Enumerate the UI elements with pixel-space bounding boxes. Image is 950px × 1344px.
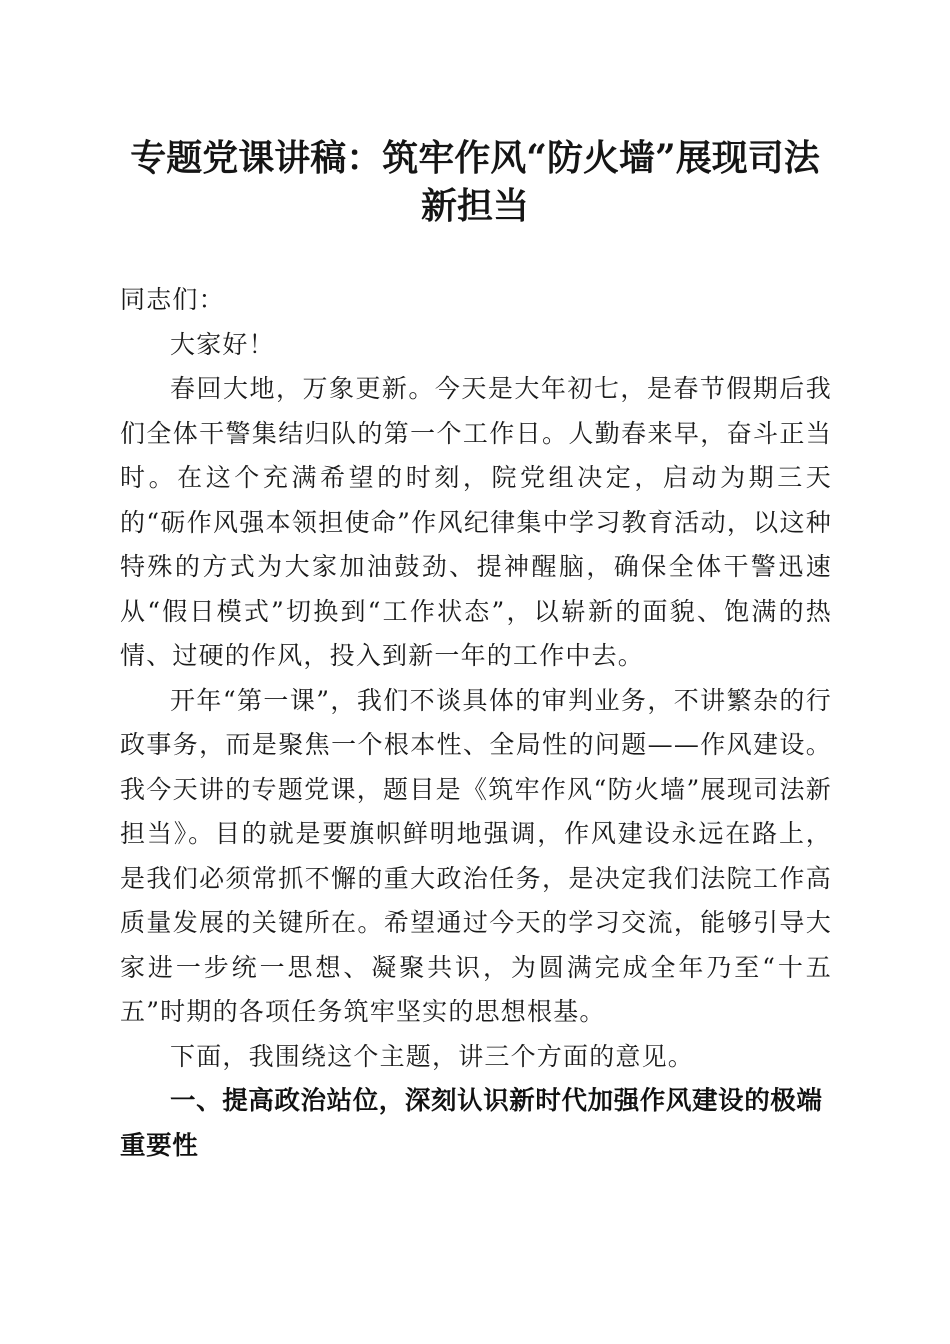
paragraph-outline: 下面，我围绕这个主题，讲三个方面的意见。 (170, 1041, 695, 1071)
document-body (120, 278, 832, 1168)
section-heading-1: 一、提高政治站位，深刻认识新时代加强作风建设的极端重要性 (120, 1086, 823, 1161)
document-title (100, 134, 850, 230)
greeting: 大家好！ (170, 329, 275, 359)
paragraph-intro: 春回大地，万象更新。今天是大年初七，是春节假期后我们全体干警集结归队的第一个工作日。人勤春来早，奋斗正当时。在这个充满希望的时刻，院党组决定，启动为期三天的“砺作风强本领担使命”作风纪律集中学习教育活动，以这种特殊的方式为大家加油鼓劲、提神醒脑，确保全体干警迅速从“假日模式”切换到“工作状态”，以崭新的面貌、饱满的热情、过硬的作风，投入到新一年的工作中去。 (120, 374, 832, 670)
paragraph-first-lesson: 开年“第一课”，我们不谈具体的审判业务，不讲繁杂的行政事务，而是聚焦一个根本性、全局性的问题——作风建设。我今天讲的专题党课，题目是《筑牢作风“防火墙”展现司法新担当》。目的就是要旗帜鲜明地强调，作风建设永远在路上，是我们必须常抓不懈的重大政治任务，是决定我们法院工作高质量发展的关键所在。希望通过今天的学习交流，能够引导大家进一步统一思想、凝聚共识，为圆满完成全年乃至“十五五”时期的各项任务筑牢坚实的思想根基。 (120, 685, 832, 1026)
title-line-1: 专题党课讲稿：筑牢作风“防火墙”展现司法 (130, 137, 820, 179)
salutation: 同志们： (120, 285, 225, 314)
title-line-2: 新担当 (420, 185, 529, 227)
